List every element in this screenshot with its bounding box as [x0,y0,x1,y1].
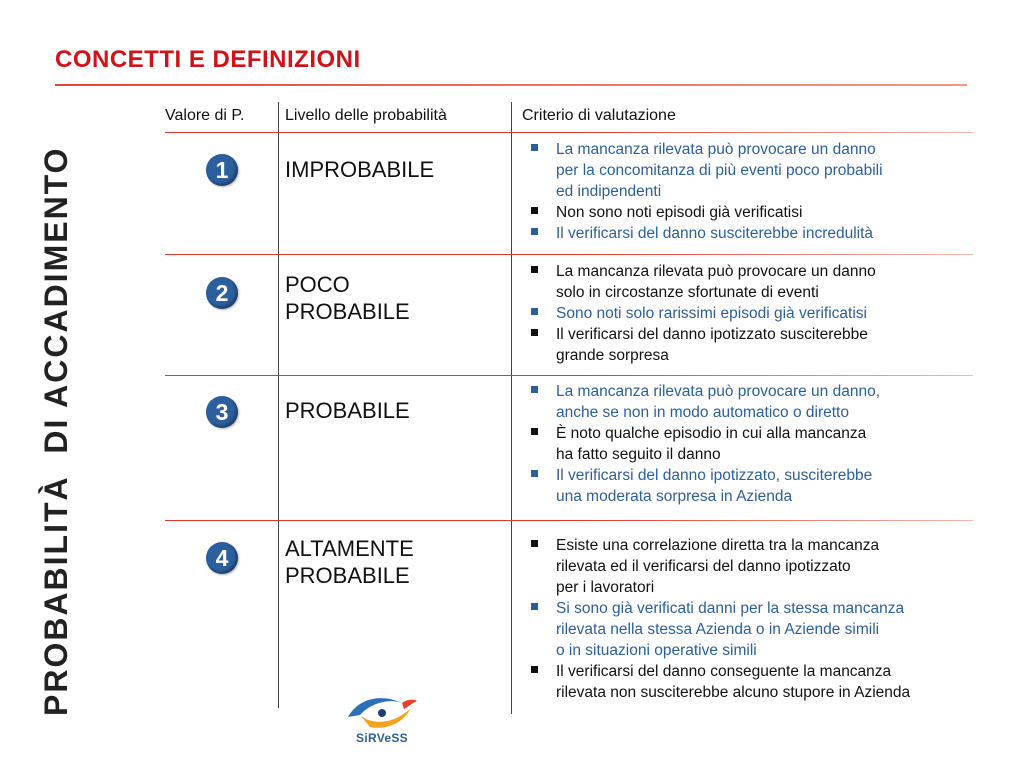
eye-logo-icon [346,691,418,733]
row-divider [165,254,973,255]
row-level-label: ALTAMENTE PROBABILE [285,536,414,588]
header-criterion: Criterio di valutazione [522,107,676,124]
criteria-item: Non sono noti episodi già verificatisi [528,202,1018,223]
sirvess-logo [346,691,418,749]
row-number-badge: 1 [206,154,238,186]
row-divider [165,375,973,376]
criteria-item: La mancanza rilevata può provocare un danno, anche se non in modo automatico o diretto [528,381,1018,423]
row-divider [165,132,973,133]
header-level: Livello delle probabilità [285,107,447,124]
side-vertical-label: PROBABILITÀ DI ACCADIMENTO [38,146,74,716]
criteria-item: Il verificarsi del danno conseguente la mancanza rilevata non susciterebbe alcuno stupore in Azienda [528,661,1018,703]
criteria-list [528,535,1018,703]
criteria-item: Il verificarsi del danno ipotizzato, susciterebbe una moderata sorpresa in Azienda [528,465,1018,507]
column-divider [278,102,279,708]
criteria-item: Sono noti solo rarissimi episodi già verificatisi [528,303,1018,324]
criteria-list [528,139,1018,244]
row-number-badge: 2 [206,277,238,309]
title-divider [55,84,967,86]
logo-text: SiRVeSS [356,731,408,745]
row-divider [165,520,973,521]
criteria-item: Il verificarsi del danno susciterebbe incredulità [528,223,1018,244]
row-level-label: POCO PROBABILE [285,272,410,324]
criteria-item: Esiste una correlazione diretta tra la mancanza rilevata ed il verificarsi del danno ipotizzato per i lavoratori [528,535,1018,598]
header-value: Valore di P. [165,107,245,124]
row-level-label: IMPROBABILE [285,157,435,182]
row-level-label: PROBABILE [285,398,410,423]
criteria-list [528,381,1018,507]
criteria-item: La mancanza rilevata può provocare un danno per la concomitanza di più eventi poco probabili ed indipendenti [528,139,1018,202]
column-divider [511,102,512,714]
criteria-item: Il verificarsi del danno ipotizzato susciterebbe grande sorpresa [528,324,1018,366]
criteria-list [528,261,1018,366]
row-number-badge: 4 [206,542,238,574]
row-number-badge: 3 [206,396,238,428]
criteria-item: Si sono già verificati danni per la stessa mancanza rilevata nella stessa Azienda o in Aziende simili o in situazioni operative simili [528,598,1018,661]
criteria-item: È noto qualche episodio in cui alla mancanza ha fatto seguito il danno [528,423,1018,465]
criteria-item: La mancanza rilevata può provocare un danno solo in circostanze sfortunate di eventi [528,261,1018,303]
page-title: CONCETTI E DEFINIZIONI [55,46,361,73]
